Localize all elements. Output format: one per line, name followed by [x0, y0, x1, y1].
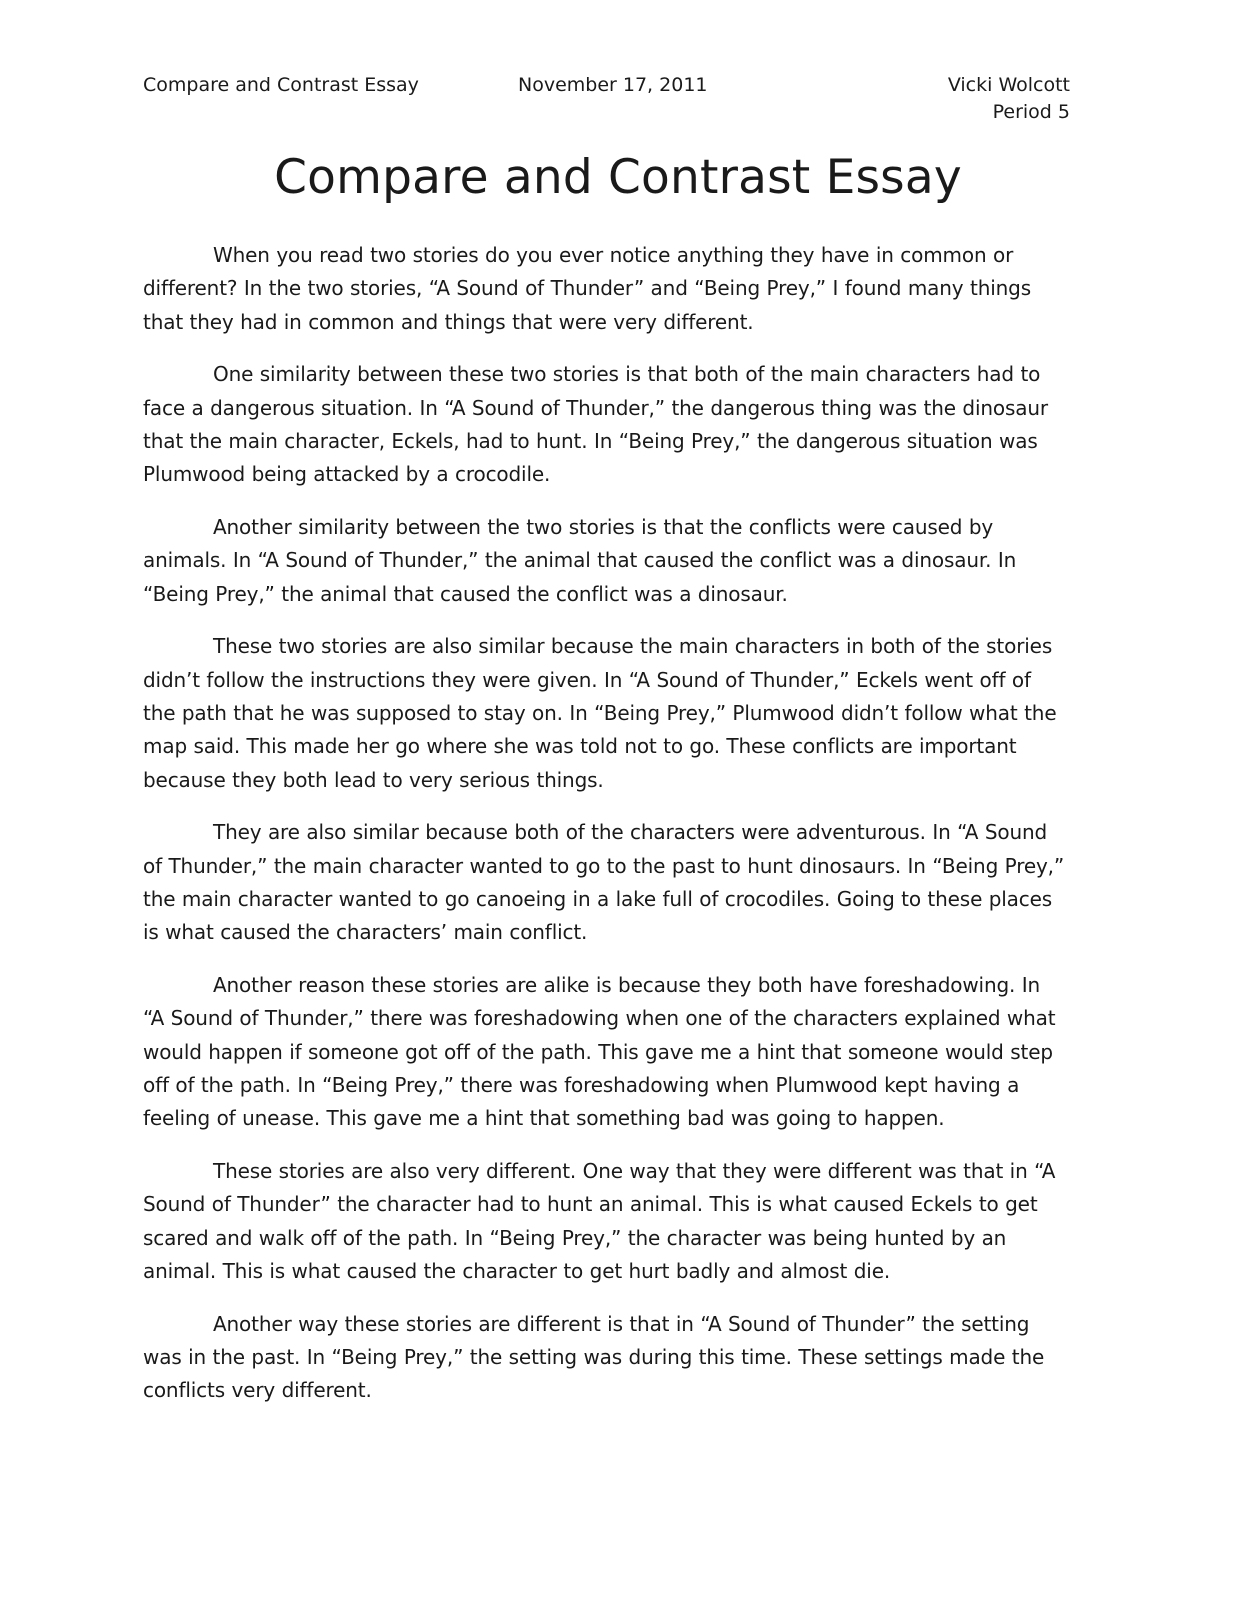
- header-essay-label: Compare and Contrast Essay: [143, 74, 419, 96]
- paragraph-1: When you read two stories do you ever notice anything they have in common or different? In the two stories, “A Sound of Thunder” and “Being Prey,” I found many things that they had in common and things that were very different.: [143, 243, 1031, 334]
- header-date: November 17, 2011: [518, 74, 708, 96]
- paragraph-2: One similarity between these two stories is that both of the main characters had to face a dangerous situation. In “A Sound of Thunder,” the dangerous thing was the dinosaur that the main character, Eckels, had to hunt. In “Being Prey,” the dangerous situation was Plumwood being attacked by a crocodile.: [143, 362, 1048, 487]
- paragraph-8: Another way these stories are different is that in “A Sound of Thunder” the setting was in the past. In “Being Prey,” the setting was during this time. These settings made the conflicts very different.: [143, 1311, 1045, 1403]
- paragraph-4: These two stories are also similar because the main characters in both of the stories didn’t follow the instructions they were given. In “A Sound of Thunder,” Eckels went off of the path that he was supposed to stay on. In “Being Prey,” Plumwood didn’t follow what the map said. This made her go where she was told not to go. These conflicts are important because they both lead to very serious things.: [143, 634, 1057, 792]
- header-author-block: [948, 72, 1070, 126]
- paragraph-6: Another reason these stories are alike is because they both have foreshadowing. In “A Sound of Thunder,” there was foreshadowing when one of the characters explained what would happen if someone got off of the path. This gave me a hint that someone would step off of the path. In “Being Prey,” there was foreshadowing when Plumwood kept having a feeling of unease. This gave me a hint that something bad was going to happen.: [143, 973, 1056, 1131]
- paragraph-7: These stories are also very different. One way that they were different was that in “A Sound of Thunder” the character had to hunt an animal. This is what caused Eckels to get scared and walk off of the path. In “Being Prey,” the character was being hunted by an animal. This is what caused the character to get hurt badly and almost die.: [143, 1159, 1056, 1284]
- header-period: Period 5: [992, 101, 1070, 123]
- header-author-name: Vicki Wolcott: [947, 74, 1070, 96]
- essay-body: [143, 239, 1065, 1427]
- essay-title: Compare and Contrast Essay: [274, 150, 962, 205]
- paragraph-5: They are also similar because both of the characters were adventurous. In “A Sound of Thunder,” the main character wanted to go to the past to hunt dinosaurs. In “Being Prey,” the main character wanted to go canoeing in a lake full of crocodiles. Going to these places is what caused the characters’ main conflict.: [143, 820, 1065, 945]
- paragraph-3: Another similarity between the two stories is that the conflicts were caused by animals. In “A Sound of Thunder,” the animal that caused the conflict was a dinosaur. In “Being Prey,” the animal that caused the conflict was a dinosaur.: [143, 515, 1017, 606]
